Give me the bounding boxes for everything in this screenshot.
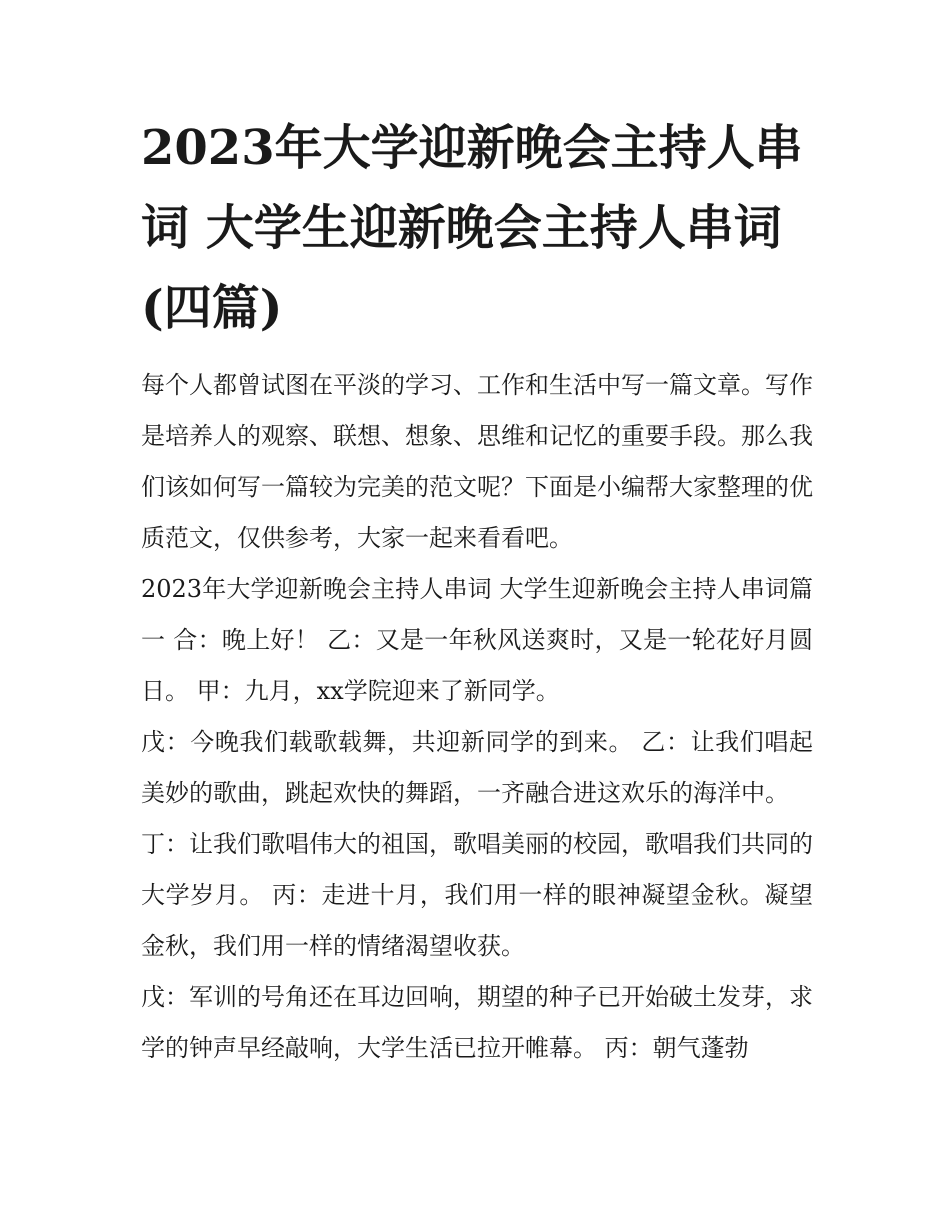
paragraph-1: 2023年大学迎新晚会主持人串词 大学生迎新晚会主持人串词篇一 合：晚上好！ 乙：又是一年秋风送爽时，又是一轮花好月圆日。 甲：九月，xx学院迎来了新同学。 <box>141 575 813 705</box>
paragraph-2: 戊：今晚我们载歌载舞，共迎新同学的到来。 乙：让我们唱起美妙的歌曲，跳起欢快的舞蹈，一齐融合进这欢乐的海洋中。 <box>141 728 813 807</box>
paragraph-3: 丁：让我们歌唱伟大的祖国，歌唱美丽的校园，歌唱我们共同的大学岁月。 丙：走进十月，我们用一样的眼神凝望金秋。凝望金秋，我们用一样的情绪渴望收获。 <box>141 830 813 960</box>
document-body <box>141 360 813 1074</box>
paragraph-4: 戊：军训的号角还在耳边回响，期望的种子已开始破土发芽，求学的钟声早经敲响，大学生活已拉开帷幕。 丙：朝气蓬勃 <box>141 983 813 1062</box>
paragraph-intro: 每个人都曾试图在平淡的学习、工作和生活中写一篇文章。写作是培养人的观察、联想、想象、思维和记忆的重要手段。那么我们该如何写一篇较为完美的范文呢？下面是小编帮大家整理的优质范文，仅供参考，大家一起来看看吧。 <box>141 371 813 552</box>
document-title: 2023年大学迎新晚会主持人串词 大学生迎新晚会主持人串词(四篇) <box>141 120 803 336</box>
document-page <box>141 108 813 1074</box>
